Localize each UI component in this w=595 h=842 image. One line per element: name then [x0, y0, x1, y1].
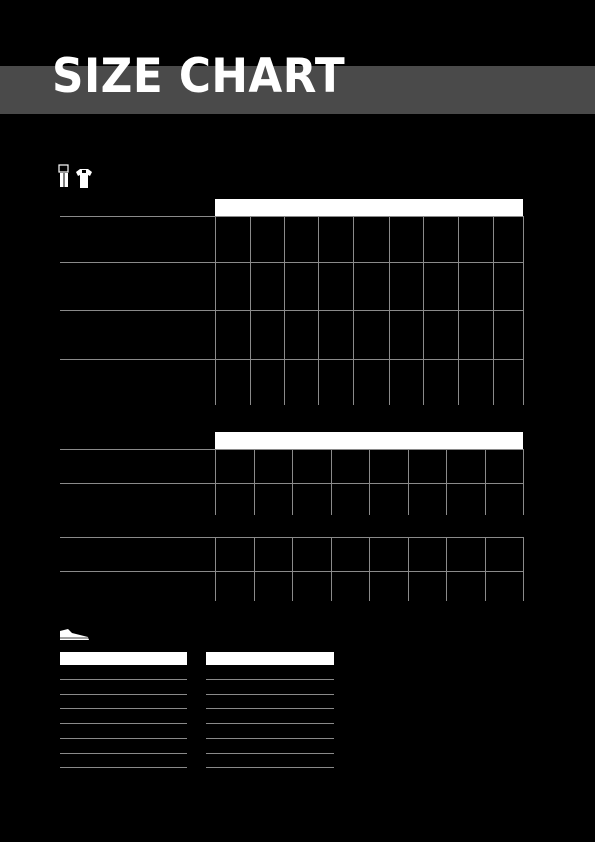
shoe-row-divider	[206, 723, 334, 724]
column-divider	[458, 216, 459, 405]
column-divider	[292, 537, 293, 601]
column-divider	[331, 537, 332, 601]
column-divider	[446, 537, 447, 601]
group-divider	[60, 262, 523, 263]
column-divider	[493, 216, 494, 405]
shoe-row-divider	[206, 753, 334, 754]
apparel-header-bar	[215, 199, 523, 216]
shoe-row-divider	[60, 738, 187, 739]
shoe-header-bar	[60, 652, 187, 665]
shoe-row-divider	[206, 679, 334, 680]
column-divider	[215, 216, 216, 405]
column-divider	[423, 216, 424, 405]
shoe-row-divider	[206, 738, 334, 739]
shoe-row-divider	[206, 767, 334, 768]
shoe-row-divider	[60, 767, 187, 768]
column-divider	[215, 449, 216, 515]
column-divider	[254, 449, 255, 515]
column-divider	[523, 449, 524, 515]
shoe-icon	[58, 627, 92, 643]
column-divider	[215, 537, 216, 601]
shoe-row-divider	[60, 679, 187, 680]
column-divider	[446, 449, 447, 515]
shoe-row-divider	[206, 694, 334, 695]
column-divider	[523, 216, 524, 405]
column-divider	[250, 216, 251, 405]
column-divider	[369, 449, 370, 515]
shoe-row-divider	[60, 694, 187, 695]
column-divider	[369, 537, 370, 601]
column-divider	[485, 537, 486, 601]
column-divider	[408, 537, 409, 601]
shoe-row-divider	[60, 753, 187, 754]
body-header-bar	[215, 432, 523, 449]
column-divider	[254, 537, 255, 601]
page-title: SIZE CHART	[52, 49, 346, 104]
column-divider	[284, 216, 285, 405]
shoe-row-divider	[206, 708, 334, 709]
shoe-row-divider	[60, 708, 187, 709]
group-divider	[60, 310, 523, 311]
column-divider	[292, 449, 293, 515]
shoe-row-divider	[60, 723, 187, 724]
column-divider	[523, 537, 524, 601]
column-divider	[331, 449, 332, 515]
shoe-header-bar	[206, 652, 334, 665]
column-divider	[389, 216, 390, 405]
apparel-header-underline	[60, 216, 523, 217]
apparel-icon	[58, 164, 98, 190]
column-divider	[318, 216, 319, 405]
column-divider	[408, 449, 409, 515]
group-divider	[60, 359, 523, 360]
column-divider	[485, 449, 486, 515]
column-divider	[353, 216, 354, 405]
